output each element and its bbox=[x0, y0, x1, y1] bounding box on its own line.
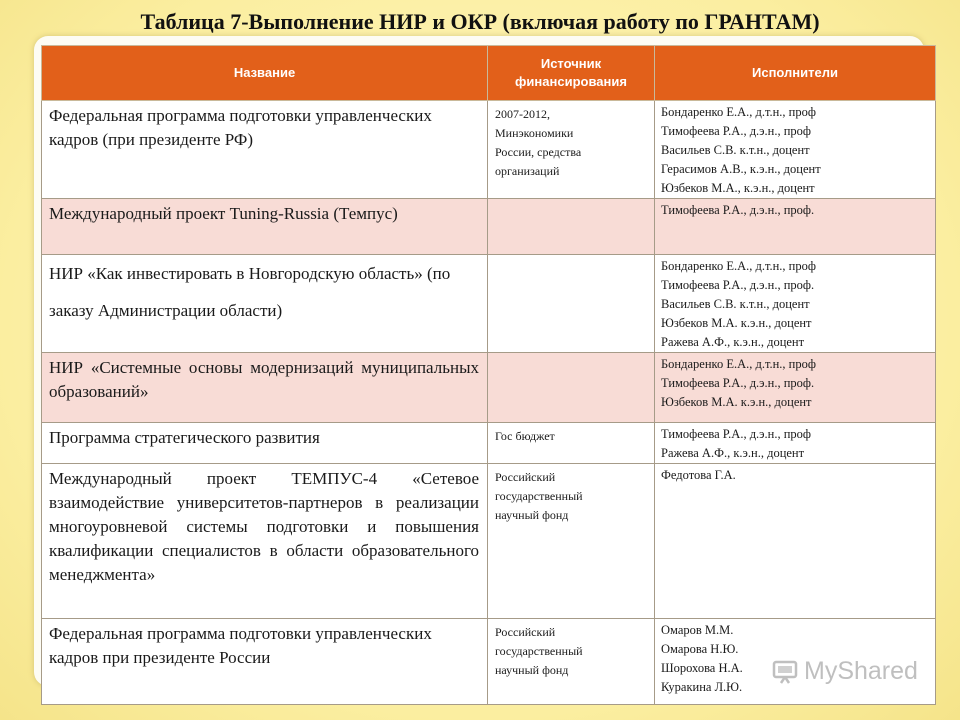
source-line: Минэкономики bbox=[495, 126, 574, 140]
executor-line: Тимофеева Р.А., д.э.н., проф. bbox=[661, 278, 815, 292]
source-line: 2007-2012, bbox=[495, 107, 550, 121]
cell-source bbox=[488, 101, 655, 199]
presentation-icon bbox=[772, 660, 800, 684]
table-row bbox=[42, 199, 936, 255]
source-line: организаций bbox=[495, 164, 560, 178]
executor-line: Васильев С.В. к.т.н., доцент bbox=[661, 297, 810, 311]
page-title: Таблица 7-Выполнение НИР и ОКР (включая работу по ГРАНТАМ) bbox=[140, 9, 820, 34]
executor-line: Тимофеева Р.А., д.э.н., проф bbox=[661, 124, 812, 138]
cell-source bbox=[488, 619, 655, 705]
executor-line: Омарова Н.Ю. bbox=[661, 642, 739, 656]
table-row bbox=[42, 255, 936, 353]
executor-line: Тимофеева Р.А., д.э.н., проф. bbox=[661, 376, 815, 390]
executor-line: Юзбеков М.А., к.э.н., доцент bbox=[661, 181, 815, 195]
table-row bbox=[42, 423, 936, 464]
cell-executors bbox=[655, 464, 936, 619]
cell-name: Программа стратегического развития bbox=[42, 423, 488, 464]
source-line: государственный bbox=[495, 489, 583, 503]
table-row bbox=[42, 353, 936, 423]
cell-source bbox=[488, 353, 655, 423]
executor-line: Ражева А.Ф., к.э.н., доцент bbox=[661, 446, 805, 460]
executor-line: Юзбеков М.А. к.э.н., доцент bbox=[661, 395, 812, 409]
table-row bbox=[42, 101, 936, 199]
grants-table bbox=[41, 45, 936, 705]
source-line: Российский bbox=[495, 625, 556, 639]
executor-line: Бондаренко Е.А., д.т.н., проф bbox=[661, 259, 816, 273]
cell-name: Международный проект ТЕМПУС-4 «Сетевое взаимодействие университетов-партнеров в реализации многоуровневой системы подготовки и повышения квалификации специалистов в области образовательного менеджмента» bbox=[42, 464, 488, 619]
executor-line: Тимофеева Р.А., д.э.н., проф. bbox=[661, 203, 815, 217]
cell-executors bbox=[655, 101, 936, 199]
executor-line: Бондаренко Е.А., д.т.н., проф bbox=[661, 105, 816, 119]
executor-line: Тимофеева Р.А., д.э.н., проф bbox=[661, 427, 812, 441]
cell-source bbox=[488, 199, 655, 255]
executor-line: Бондаренко Е.А., д.т.н., проф bbox=[661, 357, 816, 371]
source-line: государственный bbox=[495, 644, 583, 658]
table-header-row bbox=[42, 46, 936, 101]
cell-source bbox=[488, 423, 655, 464]
executor-line: Ражева А.Ф., к.э.н., доцент bbox=[661, 335, 805, 349]
watermark-text: MyShared bbox=[804, 657, 918, 685]
executor-line: Куракина Л.Ю. bbox=[661, 680, 743, 694]
cell-source bbox=[488, 464, 655, 619]
myshared-watermark bbox=[772, 657, 918, 686]
table-row bbox=[42, 464, 936, 619]
cell-name: НИР «Системные основы модернизаций муниципальных образований» bbox=[42, 353, 488, 423]
executor-line: Герасимов А.В., к.э.н., доцент bbox=[661, 162, 821, 176]
cell-executors bbox=[655, 255, 936, 353]
source-line: Российский bbox=[495, 470, 556, 484]
executor-line: Омаров М.М. bbox=[661, 623, 734, 637]
header-source: Источник финансирования bbox=[488, 46, 655, 101]
cell-name: Федеральная программа подготовки управленческих кадров при президенте России bbox=[42, 619, 488, 705]
executor-line: Шорохова Н.А. bbox=[661, 661, 743, 675]
header-name: Название bbox=[42, 46, 488, 101]
source-line: научный фонд bbox=[495, 663, 569, 677]
cell-name: Федеральная программа подготовки управленческих кадров (при президенте РФ) bbox=[42, 101, 488, 199]
source-line: Гос бюджет bbox=[495, 429, 555, 443]
cell-source bbox=[488, 255, 655, 353]
executor-line: Васильев С.В. к.т.н., доцент bbox=[661, 143, 810, 157]
header-executors: Исполнители bbox=[655, 46, 936, 101]
source-line: научный фонд bbox=[495, 508, 569, 522]
cell-executors bbox=[655, 353, 936, 423]
source-line: России, средства bbox=[495, 145, 582, 159]
cell-executors bbox=[655, 423, 936, 464]
cell-name: НИР «Как инвестировать в Новгородскую область» (по заказу Администрации области) bbox=[42, 255, 488, 353]
cell-executors bbox=[655, 199, 936, 255]
executor-line: Юзбеков М.А. к.э.н., доцент bbox=[661, 316, 812, 330]
executor-line: Федотова Г.А. bbox=[661, 468, 736, 482]
cell-name: Международный проект Tuning-Russia (Темпус) bbox=[42, 199, 488, 255]
